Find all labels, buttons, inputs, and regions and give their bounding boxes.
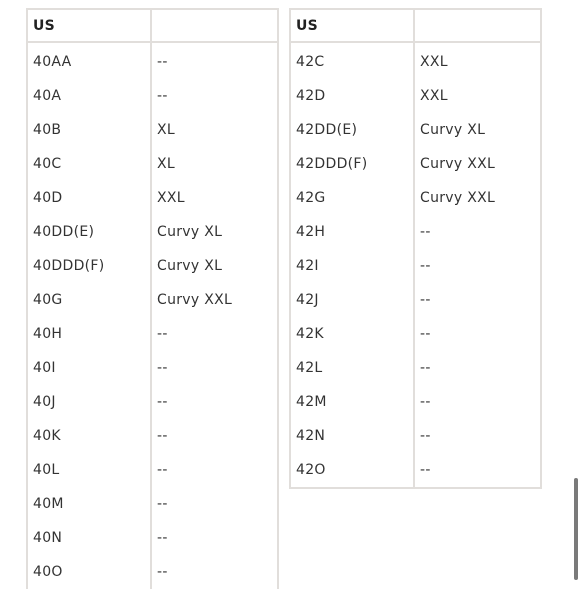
table-row bbox=[27, 147, 278, 181]
cell-converted-size: -- bbox=[151, 487, 278, 521]
size-table-right bbox=[289, 8, 542, 489]
table-row bbox=[27, 419, 278, 453]
cell-converted-size: -- bbox=[414, 249, 541, 283]
cell-converted-size: Curvy XL bbox=[151, 249, 278, 283]
cell-converted-size: -- bbox=[151, 79, 278, 113]
table-row bbox=[27, 453, 278, 487]
table-row bbox=[27, 249, 278, 283]
cell-us-size: 40DD(E) bbox=[27, 215, 151, 249]
table-header-row bbox=[290, 9, 541, 42]
cell-converted-size: -- bbox=[151, 351, 278, 385]
cell-us-size: 40O bbox=[27, 555, 151, 589]
cell-converted-size: -- bbox=[414, 385, 541, 419]
table-row bbox=[290, 113, 541, 147]
cell-us-size: 40DDD(F) bbox=[27, 249, 151, 283]
cell-converted-size: -- bbox=[414, 215, 541, 249]
table-row bbox=[290, 453, 541, 488]
header-us: US bbox=[290, 9, 414, 42]
cell-converted-size: -- bbox=[414, 419, 541, 453]
cell-us-size: 42DDD(F) bbox=[290, 147, 414, 181]
cell-converted-size: -- bbox=[151, 521, 278, 555]
cell-us-size: 42H bbox=[290, 215, 414, 249]
cell-converted-size: Curvy XL bbox=[414, 113, 541, 147]
table-row bbox=[27, 487, 278, 521]
table-row bbox=[290, 42, 541, 79]
cell-us-size: 40M bbox=[27, 487, 151, 521]
cell-us-size: 40K bbox=[27, 419, 151, 453]
cell-us-size: 40D bbox=[27, 181, 151, 215]
table-row bbox=[290, 385, 541, 419]
cell-us-size: 42N bbox=[290, 419, 414, 453]
table-body bbox=[290, 42, 541, 488]
table-row bbox=[290, 283, 541, 317]
table-row bbox=[290, 249, 541, 283]
cell-converted-size: XXL bbox=[151, 181, 278, 215]
cell-converted-size: Curvy XXL bbox=[151, 283, 278, 317]
cell-converted-size: XXL bbox=[414, 42, 541, 79]
cell-converted-size: -- bbox=[151, 42, 278, 79]
cell-us-size: 40AA bbox=[27, 42, 151, 79]
cell-us-size: 42O bbox=[290, 453, 414, 488]
scrollbar-thumb[interactable] bbox=[574, 478, 578, 580]
cell-converted-size: -- bbox=[151, 317, 278, 351]
size-table-left bbox=[26, 8, 279, 589]
cell-us-size: 40A bbox=[27, 79, 151, 113]
table-row bbox=[27, 283, 278, 317]
table-row bbox=[290, 351, 541, 385]
table-row bbox=[27, 42, 278, 79]
cell-us-size: 40C bbox=[27, 147, 151, 181]
table-row bbox=[27, 351, 278, 385]
cell-us-size: 42K bbox=[290, 317, 414, 351]
table-row bbox=[290, 215, 541, 249]
cell-converted-size: -- bbox=[151, 385, 278, 419]
table-body bbox=[27, 42, 278, 589]
table-row bbox=[27, 79, 278, 113]
cell-us-size: 40J bbox=[27, 385, 151, 419]
cell-converted-size: -- bbox=[151, 419, 278, 453]
cell-converted-size: -- bbox=[414, 317, 541, 351]
cell-converted-size: -- bbox=[151, 453, 278, 487]
cell-us-size: 42J bbox=[290, 283, 414, 317]
table-row bbox=[290, 181, 541, 215]
table-row bbox=[290, 147, 541, 181]
header-size bbox=[151, 9, 278, 42]
table-row bbox=[27, 215, 278, 249]
cell-us-size: 42L bbox=[290, 351, 414, 385]
cell-us-size: 42M bbox=[290, 385, 414, 419]
cell-us-size: 40I bbox=[27, 351, 151, 385]
table-row bbox=[290, 317, 541, 351]
cell-converted-size: Curvy XXL bbox=[414, 147, 541, 181]
cell-converted-size: -- bbox=[414, 453, 541, 488]
cell-us-size: 42D bbox=[290, 79, 414, 113]
cell-converted-size: -- bbox=[151, 555, 278, 589]
cell-converted-size: -- bbox=[414, 283, 541, 317]
cell-us-size: 42DD(E) bbox=[290, 113, 414, 147]
cell-us-size: 40L bbox=[27, 453, 151, 487]
table-row bbox=[290, 419, 541, 453]
cell-converted-size: -- bbox=[414, 351, 541, 385]
cell-us-size: 40B bbox=[27, 113, 151, 147]
table-row bbox=[27, 113, 278, 147]
cell-us-size: 40G bbox=[27, 283, 151, 317]
table-header-row bbox=[27, 9, 278, 42]
table-row bbox=[27, 555, 278, 589]
header-size bbox=[414, 9, 541, 42]
table-row bbox=[27, 181, 278, 215]
header-us: US bbox=[27, 9, 151, 42]
table-row bbox=[27, 317, 278, 351]
cell-us-size: 40N bbox=[27, 521, 151, 555]
cell-converted-size: XXL bbox=[414, 79, 541, 113]
cell-converted-size: XL bbox=[151, 147, 278, 181]
table-row bbox=[27, 385, 278, 419]
cell-converted-size: Curvy XL bbox=[151, 215, 278, 249]
cell-us-size: 42G bbox=[290, 181, 414, 215]
cell-us-size: 40H bbox=[27, 317, 151, 351]
cell-us-size: 42C bbox=[290, 42, 414, 79]
cell-converted-size: XL bbox=[151, 113, 278, 147]
table-row bbox=[27, 521, 278, 555]
table-row bbox=[290, 79, 541, 113]
cell-converted-size: Curvy XXL bbox=[414, 181, 541, 215]
cell-us-size: 42I bbox=[290, 249, 414, 283]
